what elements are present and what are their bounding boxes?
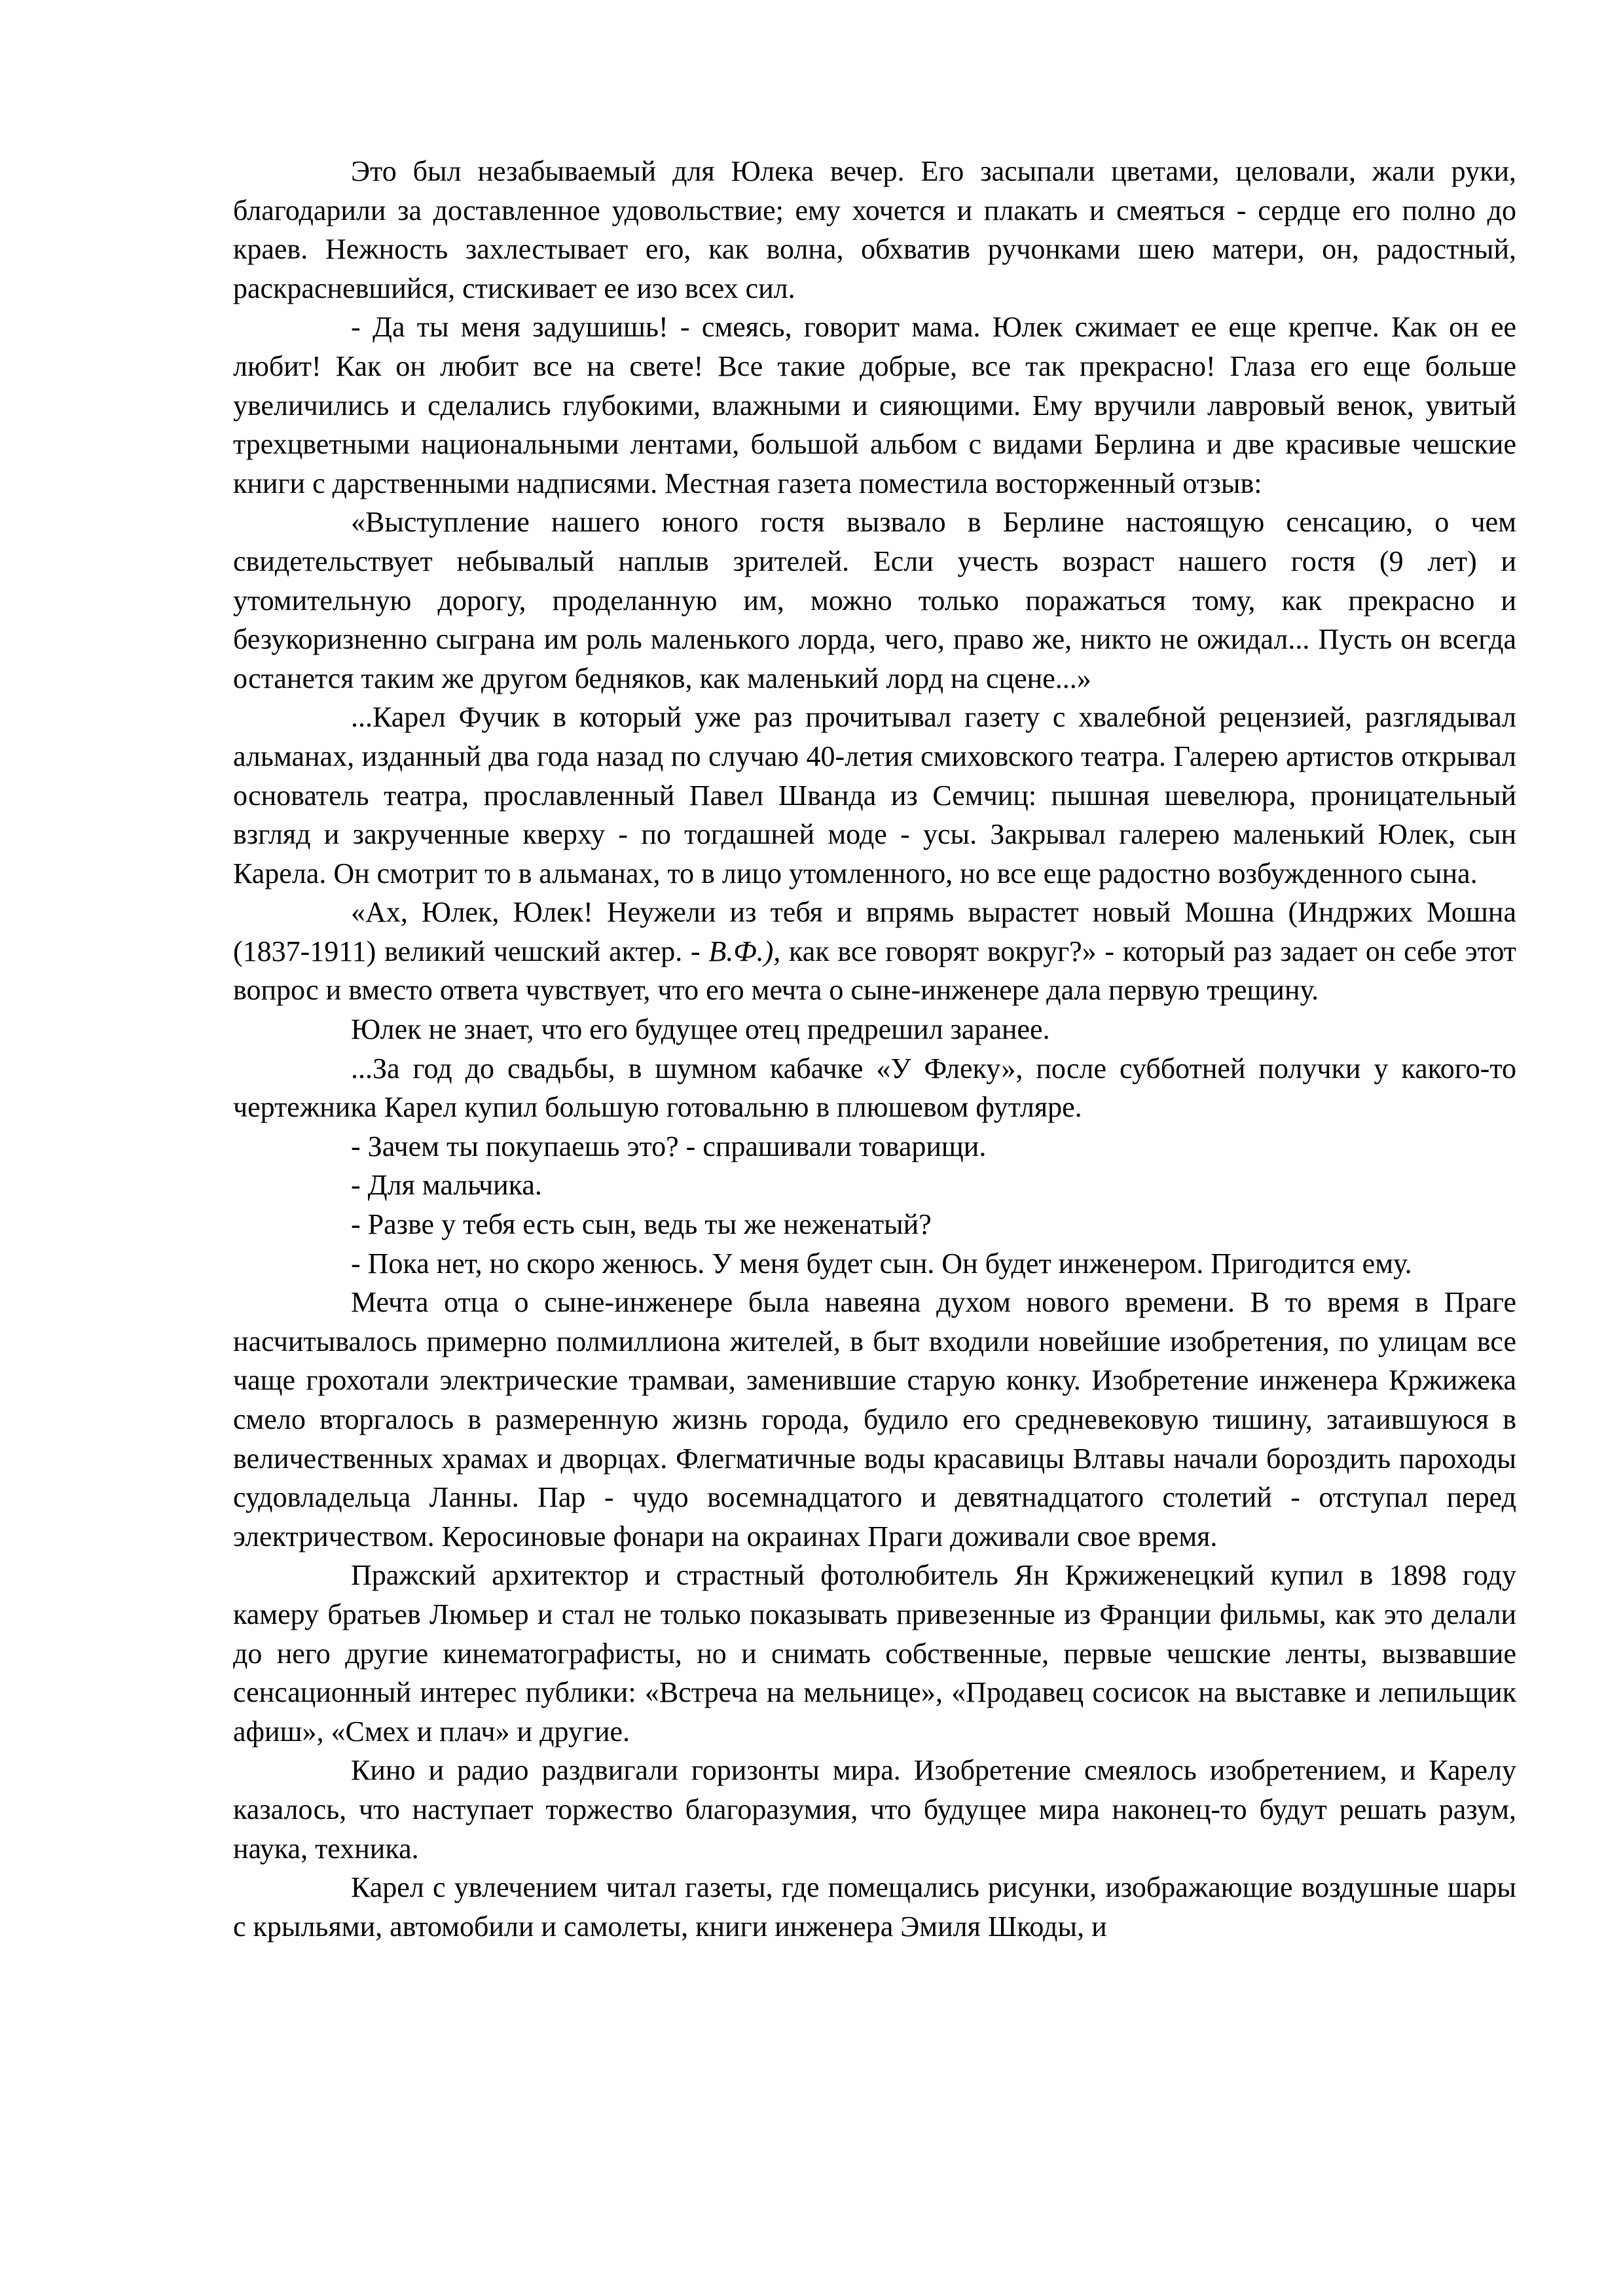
paragraph-5-start: «Ах, Юлек, Юлек! Неужели из тебя и впрямь вырастет новый Мошна (Индржих Мошна (1837-1911) великий чешский актер. - [233,896,1516,967]
paragraph-15: Карел с увлечением читал газеты, где помещались рисунки, изображающие воздушные шары с крыльями, автомобили и самолеты, книги инженера Эмиля Шкоды, и [233,1871,1516,1943]
paragraph-12: Мечта отца о сыне-инженере была навеяна духом нового времени. В то время в Праге насчитывалось примерно полмиллиона жителей, в быт входили новейшие изобретения, по улицам все чаще грохотали электрические трамваи, заменившие старую конку. Изобретение инженера Кржижека смело вторгалось в размеренную жизнь города, будило его средневековую тишину, затаившуюся в величественных храмах и дворцах. Флегматичные воды красавицы Влтавы начали бороздить пароходы судовладельца Ланны. Пар - чудо восемнадцатого и девятнадцатого столетий - отступал перед электричеством. Керосиновые фонари на окраинах Праги доживали свое время. [233,1286,1516,1552]
paragraph-5-initials: В.Ф.), [708,935,781,967]
paragraph-8: - Зачем ты покупаешь это? - спрашивали товарищи. [351,1130,987,1162]
paragraph-1: Это был незабываемый для Юлека вечер. Его засыпали цветами, целовали, жали руки, благодарили за доставленное удовольствие; ему хочется и плакать и смеяться - сердце его полно до краев. Нежность захлестывает его, как волна, обхватив ручонками шею матери, он, радостный, раскрасневшийся, стискивает ее изо всех сил. [233,155,1516,304]
paragraph-7: ...За год до свадьбы, в шумном кабачке «У Флеку», после субботней получки у какого-то чертежника Карел купил большую готовальню в плюшевом футляре. [233,1052,1516,1124]
paragraph-13: Пражский архитектор и страстный фотолюбитель Ян Кржиженецкий купил в 1898 году камеру братьев Люмьер и стал не только показывать привезенные из Франции фильмы, как это делали до него другие кинематографисты, но и снимать собственные, первые чешские ленты, вызвавшие сенсационный интерес публики: «Встреча на мельнице», «Продавец сосисок на выставке и лепильщик афиш», «Смех и плач» и другие. [233,1559,1516,1748]
paragraph-6: Юлек не знает, что его будущее отец предрешил заранее. [351,1013,1050,1046]
paragraph-2: - Да ты меня задушишь! - смеясь, говорит мама. Юлек сжимает ее еще крепче. Как он ее любит! Как он любит все на свете! Все такие добрые, все так прекрасно! Глаза его еще больше увеличились и сделались глубокими, влажными и сияющими. Ему вручили лавровый венок, увитый трехцветными национальными лентами, большой альбом с видами Берлина и две красивые чешские книги с дарственными надписями. Местная газета поместила восторженный отзыв: [233,311,1516,499]
paragraph-3: «Выступление нашего юного гостя вызвало в Берлине настоящую сенсацию, о чем свидетельствует небывалый наплыв зрителей. Если учесть возраст нашего гостя (9 лет) и утомительную дорогу, проделанную им, можно только поражаться тому, как прекрасно и безукоризненно сыграна им роль маленького лорда, чего, право же, никто не ожидал... Пусть он всегда останется таким же другом бедняков, как маленький лорд на сцене...» [233,506,1516,694]
document-page [233,152,1516,1946]
paragraph-10: - Разве у тебя есть сын, ведь ты же неженатый? [351,1208,932,1241]
paragraph-14: Кино и радио раздвигали горизонты мира. Изобретение смеялось изобретением, и Карелу казалось, что наступает торжество благоразумия, что будущее мира наконец-то будут решать разум, наука, техника. [233,1754,1516,1865]
paragraph-4: ...Карел Фучик в который уже раз прочитывал газету с хвалебной рецензией, разглядывал альманах, изданный два года назад по случаю 40-летия смиховского театра. Галерею артистов открывал основатель театра, прославленный Павел Шванда из Семчиц: пышная шевелюра, проницательный взгляд и закрученные кверху - по тогдашней моде - усы. Закрывал галерею маленький Юлек, сын Карела. Он смотрит то в альманах, то в лицо утомленного, но все еще радостно возбужденного сына. [233,701,1516,889]
paragraph-5 [233,893,1516,1010]
paragraph-11: - Пока нет, но скоро женюсь. У меня будет сын. Он будет инженером. Пригодится ему. [351,1247,1412,1280]
paragraph-5-end: как все говорят вокруг?» - который раз задает он себе этот вопрос и вместо ответа чувствует, что его мечта о сыне-инженере дала первую трещину. [233,935,1516,1007]
paragraph-9: - Для мальчика. [351,1169,542,1202]
